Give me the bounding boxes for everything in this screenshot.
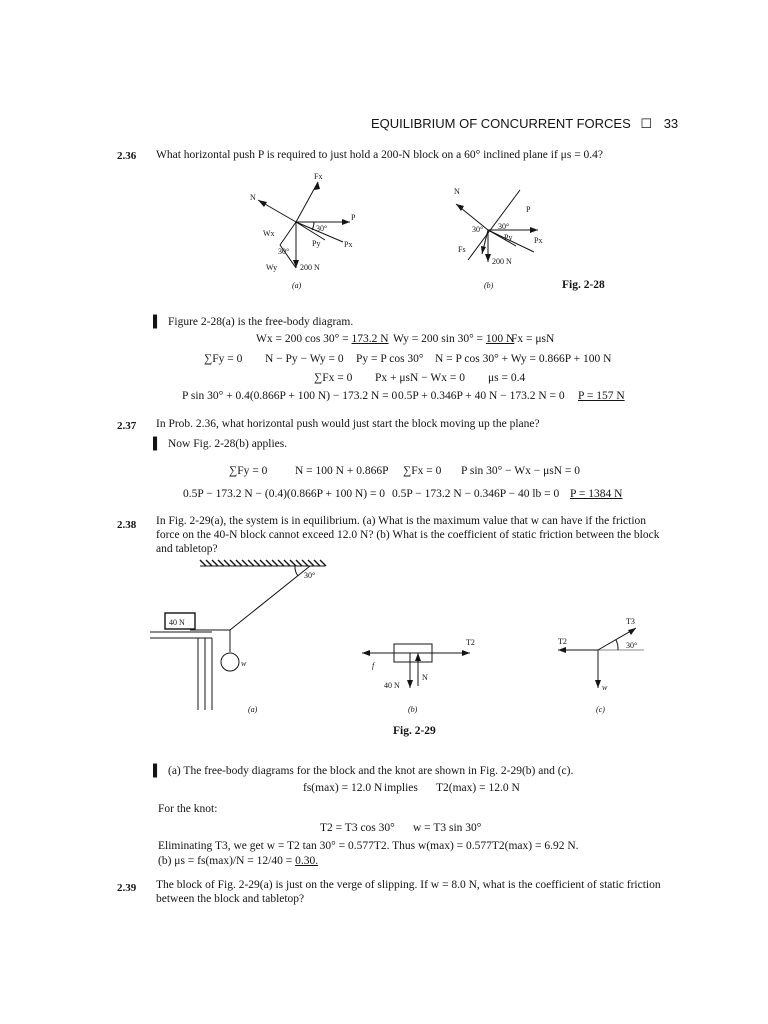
fx-vector: [296, 182, 318, 222]
caption-b: (b): [484, 281, 494, 290]
label-wx: Wx: [263, 229, 275, 238]
label-30-right: 30°: [498, 222, 510, 231]
angle-arc: [312, 222, 314, 230]
equation-n: N = P cos 30° + Wy = 0.866P + 100 N: [435, 353, 612, 365]
label-40n: 40 N: [169, 618, 185, 627]
answer-236: P = 157 N: [578, 390, 625, 402]
equation-t2: T2(max) = 12.0 N: [436, 782, 520, 794]
label-200n: 200 N: [492, 257, 512, 266]
weight-ball: [221, 653, 239, 671]
fig-2-29b: [360, 630, 490, 720]
eq-text: Wy = 200 sin 30° =: [393, 333, 486, 345]
solution-intro: (a) The free-body diagrams for the block and the knot are shown in Fig. 2-29(b) and (c).: [168, 765, 574, 777]
label-t2: T2: [466, 638, 475, 647]
label-p: P: [351, 213, 356, 222]
solution-intro: Now Fig. 2-28(b) applies.: [168, 438, 288, 450]
answer-237: P = 1384 N: [570, 488, 623, 500]
fig-2-28a: [230, 170, 380, 290]
equation-n: N = 100 N + 0.866P: [295, 465, 389, 477]
wx-vector: [280, 222, 296, 245]
equation-sum-fx: ∑Fx = 0: [403, 465, 442, 477]
equation-px: Px + μsN − Wx = 0: [375, 372, 465, 384]
equation-final-1: 0.5P − 173.2 N − (0.4)(0.866P + 100 N) = 0: [183, 488, 386, 500]
equation-implies: implies: [384, 782, 418, 794]
solution-intro: Figure 2-28(a) is the free-body diagram.: [168, 316, 354, 328]
equation-wx: [256, 333, 389, 345]
label-py: Py: [504, 233, 513, 242]
question-line-2: between the block and tabletop?: [156, 893, 305, 905]
page-number: 33: [663, 116, 679, 131]
label-w: w: [602, 683, 608, 692]
problem-number: 2.37: [117, 420, 137, 432]
angle-arc: [295, 566, 298, 576]
fig-2-29c: [548, 617, 658, 720]
solution-mark: ▌: [153, 316, 162, 328]
figure-label: Fig. 2-29: [393, 725, 436, 737]
equation-fs: fs(max) = 12.0 N: [303, 782, 383, 794]
caption-c: (c): [596, 705, 605, 714]
problem-number: 2.39: [117, 882, 137, 894]
label-30b: 30°: [278, 247, 290, 256]
for-knot-label: For the knot:: [158, 803, 218, 815]
label-fs: Fs: [458, 245, 466, 254]
label-30: 30°: [626, 641, 638, 650]
eq-answer: 173.2 N: [351, 333, 389, 345]
caption-b: (b): [408, 705, 418, 714]
part-b-answer: 0.30.: [295, 855, 319, 867]
equation-w-t3: w = T3 sin 30°: [413, 822, 482, 834]
part-b-text: (b) μs = fs(max)/N = 12/40 =: [158, 855, 296, 867]
question-line-1: In Fig. 2-29(a), the system is in equilibrium. (a) What is the maximum value that w can have if the friction: [156, 515, 647, 527]
label-n: N: [422, 673, 428, 682]
equation-sum-fx: ∑Fx = 0: [314, 372, 353, 384]
fig-2-28b: [438, 180, 588, 290]
part-b-line: [158, 855, 318, 867]
equation-x: P sin 30° − Wx − μsN = 0: [461, 465, 581, 477]
box-glyph: ☐: [640, 116, 653, 131]
running-head: [371, 116, 678, 132]
label-p: P: [526, 205, 531, 214]
label-w: w: [241, 659, 247, 668]
equation-mu: μs = 0.4: [488, 372, 526, 384]
label-fx: Fx: [314, 172, 323, 181]
problem-question: In Prob. 2.36, what horizontal push would just start the block moving up the plane?: [156, 418, 540, 430]
equation-n-py: N − Py − Wy = 0: [265, 353, 344, 365]
equation-sum-fy: ∑Fy = 0: [229, 465, 268, 477]
equation-sum-fy: ∑Fy = 0: [204, 353, 243, 365]
label-30-left: 30°: [472, 225, 484, 234]
label-f: f: [372, 661, 375, 670]
question-line-2: force on the 40-N block cannot exceed 12.0 N? (b) What is the coefficient of static friction between the block: [156, 529, 660, 541]
question-line-1: The block of Fig. 2-29(a) is just on the verge of slipping. If w = 8.0 N, what is the coefficient of static friction: [156, 879, 661, 891]
question-line-3: and tabletop?: [156, 543, 218, 555]
label-t2: T2: [558, 637, 567, 646]
angle-arc: [616, 640, 618, 650]
ceiling-hatch: [200, 560, 326, 566]
caption-a: (a): [292, 281, 302, 290]
solution-mark: ▌: [153, 438, 162, 450]
label-t3: T3: [626, 617, 635, 626]
equation-final-2: 0.5P + 0.346P + 40 N − 173.2 N = 0: [398, 390, 565, 402]
equation-fx: Fx = μsN: [511, 333, 555, 345]
label-30: 30°: [304, 571, 316, 580]
fig-2-29a: [150, 560, 380, 720]
figure-label: Fig. 2-28: [562, 279, 605, 291]
problem-question: What horizontal push P is required to just hold a 200-N block on a 60° inclined plane if μs = 0.4?: [156, 149, 604, 161]
label-200n: 200 N: [300, 263, 320, 272]
label-n: N: [454, 187, 460, 196]
equation-final-2: 0.5P − 173.2 N − 0.346P − 40 lb = 0: [392, 488, 560, 500]
label-px: Px: [344, 240, 353, 249]
chapter-title: EQUILIBRIUM OF CONCURRENT FORCES: [371, 116, 631, 131]
label-px: Px: [534, 236, 543, 245]
problem-number: 2.36: [117, 150, 137, 162]
equation-final-1: P sin 30° + 0.4(0.866P + 100 N) − 173.2 N = 0: [182, 390, 398, 402]
equation-wy: [393, 333, 514, 345]
elimination-line: Eliminating T3, we get w = T2 tan 30° = 0.577T2. Thus w(max) = 0.577T2(max) = 6.92 N.: [158, 840, 579, 852]
label-30: 30°: [316, 224, 328, 233]
caption-a: (a): [248, 705, 258, 714]
solution-mark: ▌: [153, 765, 162, 777]
label-40n: 40 N: [384, 681, 400, 690]
eq-answer: 100 N: [485, 333, 515, 345]
problem-number: 2.38: [117, 519, 137, 531]
eq-text: Wx = 200 cos 30° =: [256, 333, 352, 345]
equation-t2-t3: T2 = T3 cos 30°: [320, 822, 395, 834]
equation-py: Py = P cos 30°: [356, 353, 424, 365]
label-wy: Wy: [266, 263, 278, 272]
label-n: N: [250, 193, 256, 202]
label-py: Py: [312, 239, 321, 248]
